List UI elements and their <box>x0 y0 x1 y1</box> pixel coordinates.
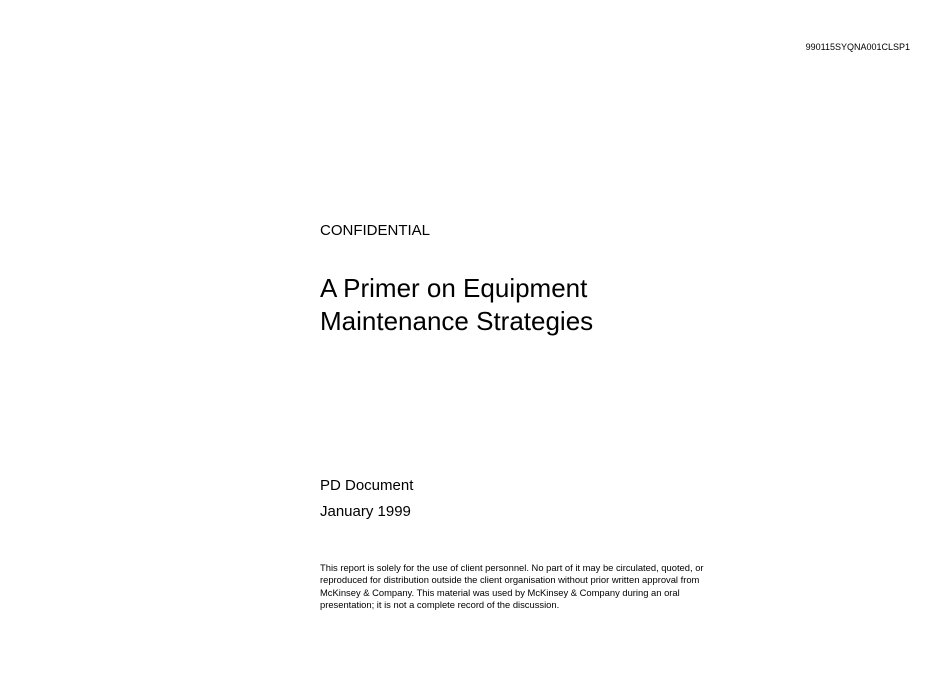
document-id: 990115SYQNA001CLSP1 <box>805 42 910 52</box>
disclaimer-line-1: This report is solely for the use of client personnel. No part of it may be circulated, quoted, or <box>320 562 704 573</box>
document-type: PD Document <box>320 477 414 494</box>
title-line-1: A Primer on Equipment <box>320 273 588 303</box>
confidential-label: CONFIDENTIAL <box>320 222 431 239</box>
title-line-2: Maintenance Strategies <box>320 306 594 336</box>
document-title <box>320 272 740 338</box>
disclaimer <box>320 562 760 611</box>
disclaimer-line-4: presentation; it is not a complete record of the discussion. <box>320 598 560 610</box>
disclaimer-line-2: reproduced for distribution outside the client organisation without prior written approval from <box>320 574 700 586</box>
disclaimer-line-3: McKinsey & Company. This material was used by McKinsey & Company during an oral <box>320 586 680 598</box>
document-date: January 1999 <box>320 503 411 520</box>
